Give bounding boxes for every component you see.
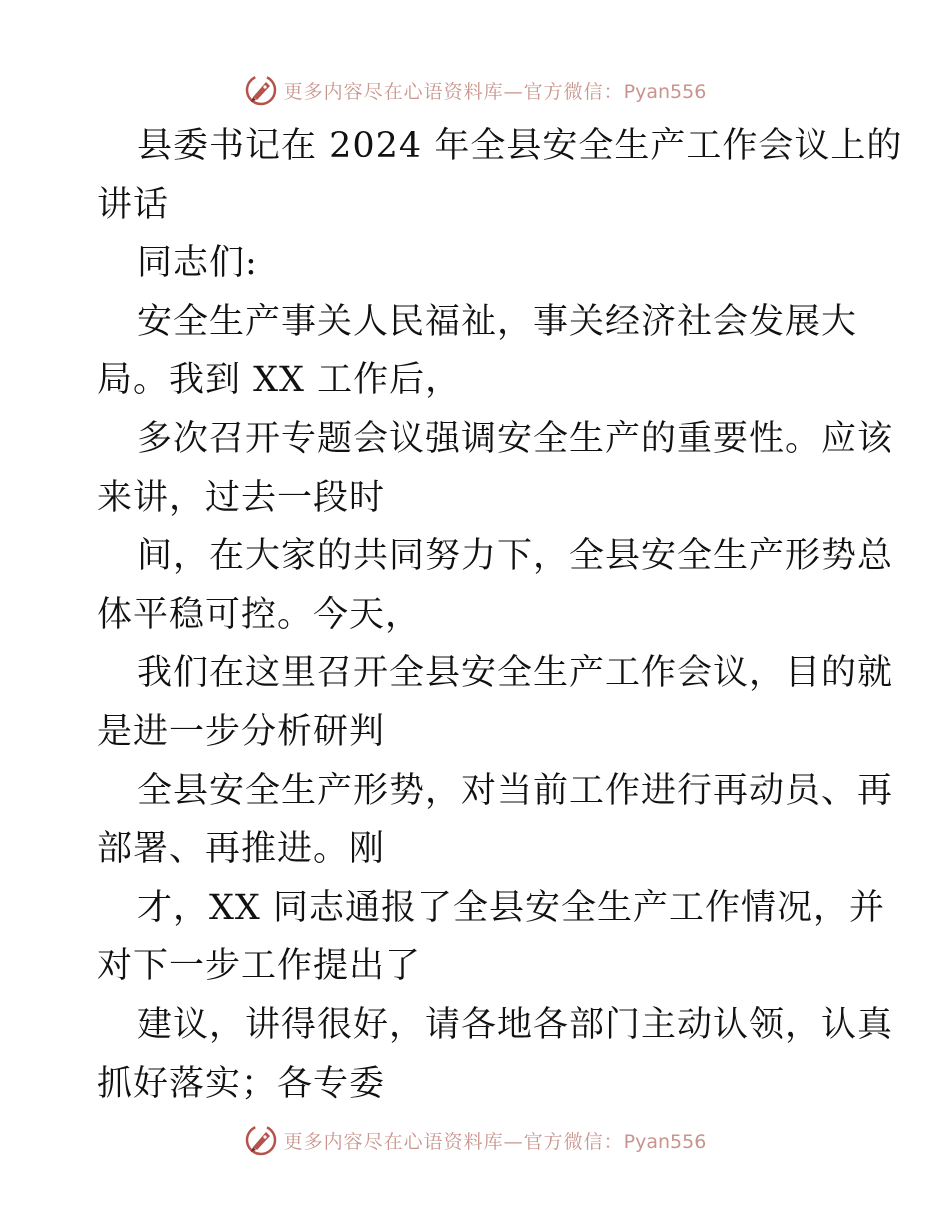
body-line: 间，在大家的共同努力下，全县安全生产形势总 (137, 536, 894, 577)
watermark-footer (0, 1120, 950, 1160)
document-title-line-1: 县委书记在 2024 年全县安全生产工作会议上的 (137, 126, 903, 166)
body-line: 我们在这里召开全县安全生产工作会议，目的就 (137, 653, 894, 694)
body-line: 抓好落实；各专委 (97, 1063, 386, 1104)
body-line: 局。我到 XX 工作后， (97, 360, 462, 401)
body-line: 来讲，过去一段时 (97, 477, 386, 518)
body-line: 体平稳可控。今天， (97, 594, 422, 635)
body-line: 是进一步分析研判 (97, 711, 386, 752)
body-line: 对下一步工作提出了 (97, 946, 422, 987)
body-line: 建议，讲得很好，请各地各部门主动认领，认真 (137, 1004, 894, 1045)
document-body (97, 117, 903, 1113)
watermark-text: 更多内容尽在心语资料库—官方微信：Pyan556 (283, 80, 707, 103)
body-line: 安全生产事关人民福祉，事关经济社会发展大 (137, 301, 858, 342)
pen-nib-seal-icon (244, 1123, 278, 1157)
salutation: 同志们: (137, 243, 258, 284)
body-line: 多次召开专题会议强调安全生产的重要性。应该 (137, 418, 894, 459)
body-line: 全县安全生产形势，对当前工作进行再动员、再 (137, 770, 894, 811)
watermark-text: 更多内容尽在心语资料库—官方微信：Pyan556 (283, 1130, 707, 1153)
watermark-header (0, 70, 950, 110)
body-line: 部署、再推进。刚 (97, 829, 386, 870)
body-line: 才，XX 同志通报了全县安全生产工作情况，并 (137, 887, 885, 928)
document-title-line-2: 讲话 (97, 184, 170, 225)
pen-nib-seal-icon (244, 73, 278, 107)
